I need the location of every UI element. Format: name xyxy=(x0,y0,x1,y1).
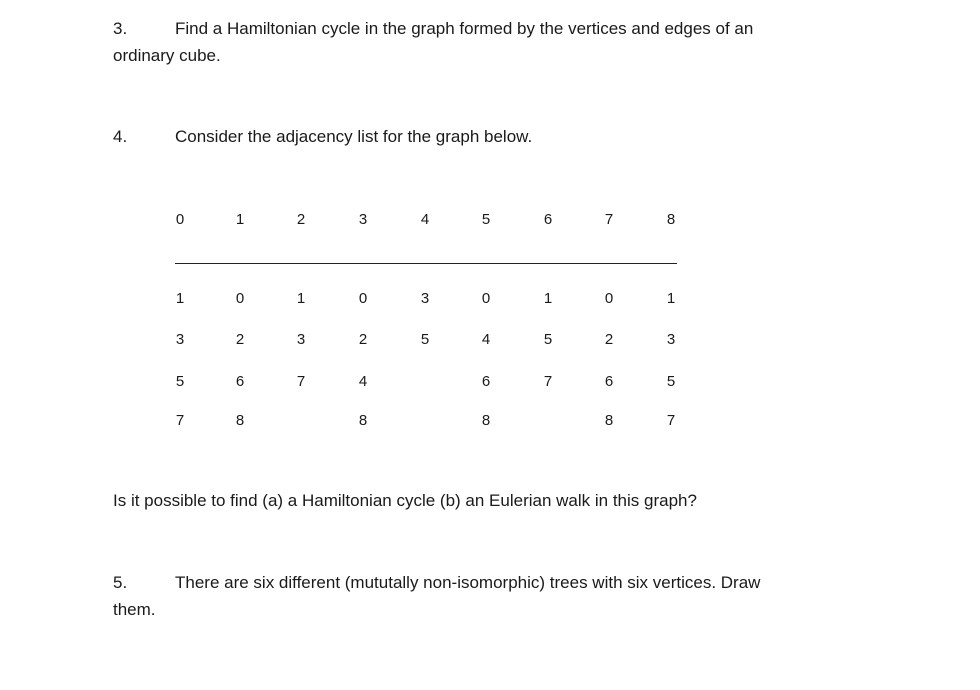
adjacency-header-vertex: 5 xyxy=(481,211,491,228)
adjacency-cell: 2 xyxy=(358,331,368,348)
q3-number: 3. xyxy=(113,19,128,38)
adjacency-cell: 2 xyxy=(604,331,614,348)
q3-text-line1: Find a Hamiltonian cycle in the graph formed by the vertices and edges of an xyxy=(175,19,754,38)
adjacency-cell: 6 xyxy=(235,373,245,390)
adjacency-cell: 5 xyxy=(175,373,185,390)
adjacency-cell: 3 xyxy=(175,331,185,348)
adjacency-header-row xyxy=(155,209,695,231)
q3-text-line2: ordinary cube. xyxy=(113,46,221,65)
adjacency-cell: 6 xyxy=(604,373,614,390)
q5-text-line2: them. xyxy=(113,600,156,619)
adjacency-cell: 4 xyxy=(358,373,368,390)
q4-text: Consider the adjacency list for the graph below. xyxy=(175,127,533,146)
q4-number: 4. xyxy=(113,127,128,146)
adjacency-cell: 1 xyxy=(296,290,306,307)
adjacency-cell: 4 xyxy=(481,331,491,348)
adjacency-cell: 1 xyxy=(543,290,553,307)
q5-text-line1: There are six different (mututally non-isomorphic) trees with six vertices. Draw xyxy=(175,573,761,592)
adjacency-cell: 0 xyxy=(235,290,245,307)
adjacency-header-vertex: 8 xyxy=(666,211,676,228)
adjacency-cell: 7 xyxy=(296,373,306,390)
adjacency-cell: 8 xyxy=(235,412,245,429)
adjacency-cell: 0 xyxy=(604,290,614,307)
adjacency-header-vertex: 3 xyxy=(358,211,368,228)
adjacency-row xyxy=(155,371,695,393)
adjacency-cell: 8 xyxy=(604,412,614,429)
adjacency-cell: 8 xyxy=(358,412,368,429)
header-divider-rule xyxy=(175,263,677,264)
adjacency-cell: 5 xyxy=(543,331,553,348)
adjacency-header-vertex: 1 xyxy=(235,211,245,228)
adjacency-cell: 7 xyxy=(543,373,553,390)
adjacency-header-vertex: 0 xyxy=(175,211,185,228)
adjacency-cell: 7 xyxy=(175,412,185,429)
adjacency-row xyxy=(155,329,695,351)
adjacency-header-vertex: 7 xyxy=(604,211,614,228)
adjacency-cell: 2 xyxy=(235,331,245,348)
adjacency-cell: 0 xyxy=(358,290,368,307)
adjacency-cell: 6 xyxy=(481,373,491,390)
adjacency-cell: 3 xyxy=(296,331,306,348)
adjacency-header-vertex: 6 xyxy=(543,211,553,228)
adjacency-header-vertex: 4 xyxy=(420,211,430,228)
adjacency-cell: 1 xyxy=(666,290,676,307)
adjacency-list-table xyxy=(155,200,695,440)
adjacency-cell: 8 xyxy=(481,412,491,429)
q5-number: 5. xyxy=(113,573,128,592)
adjacency-cell: 7 xyxy=(666,412,676,429)
adjacency-row xyxy=(155,410,695,432)
adjacency-header-vertex: 2 xyxy=(296,211,306,228)
adjacency-cell: 1 xyxy=(175,290,185,307)
adjacency-cell: 5 xyxy=(420,331,430,348)
adjacency-cell: 5 xyxy=(666,373,676,390)
adjacency-cell: 3 xyxy=(420,290,430,307)
adjacency-cell: 3 xyxy=(666,331,676,348)
q4-question: Is it possible to find (a) a Hamiltonian cycle (b) an Eulerian walk in this graph? xyxy=(113,491,697,510)
adjacency-cell: 0 xyxy=(481,290,491,307)
adjacency-row xyxy=(155,288,695,310)
